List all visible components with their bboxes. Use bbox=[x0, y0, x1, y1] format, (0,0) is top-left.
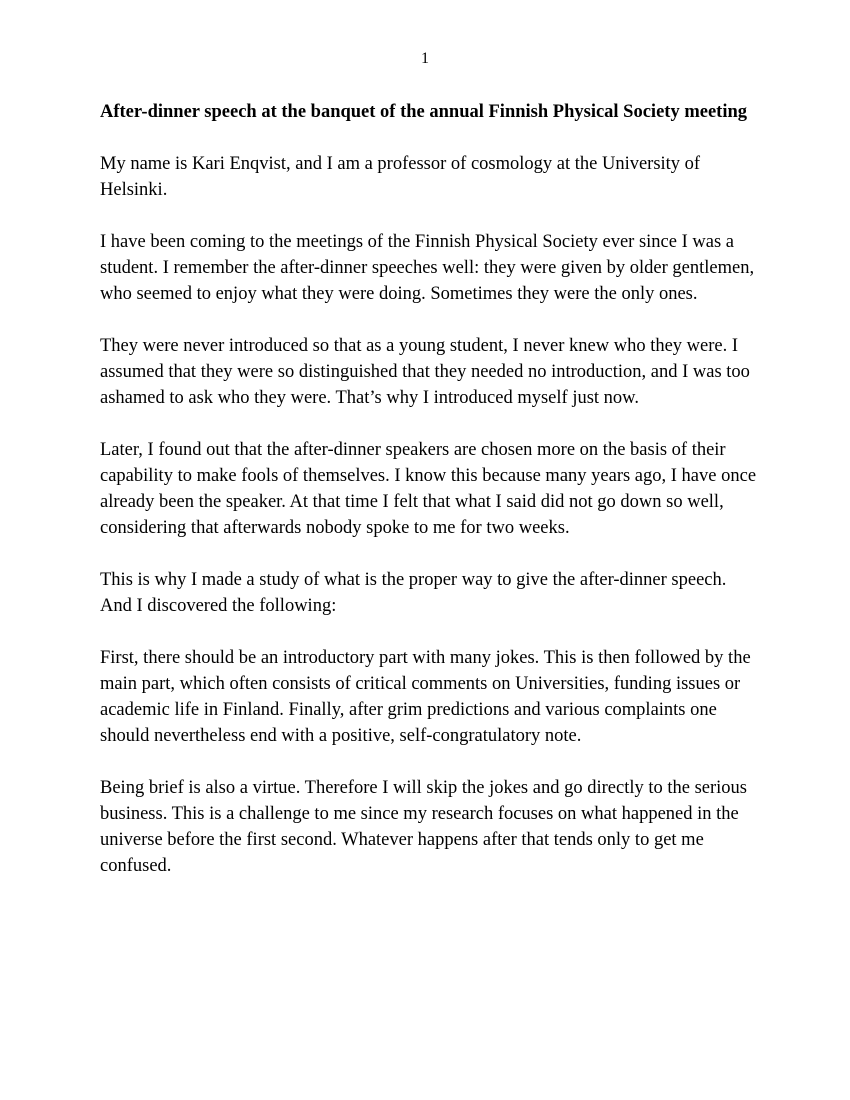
paragraph-introduction: My name is Kari Enqvist, and I am a professor of cosmology at the University of Helsinki. bbox=[100, 154, 701, 200]
document-title: After-dinner speech at the banquet of the annual Finnish Physical Society meeting bbox=[100, 102, 747, 122]
paragraph-speakers-chosen: Later, I found out that the after-dinner speakers are chosen more on the basis of their capability to make fools of themselves. I know this because many years ago, I have once already been the speaker. At that time I felt that what I said did not go down so well, considering that afterwards nobody spoke to me for two weeks. bbox=[100, 440, 757, 538]
paragraph-never-introduced: They were never introduced so that as a young student, I never knew who they were. I assumed that they were so distinguished that they needed no introduction, and I was too ashamed to ask who they were. That’s why I introduced myself just now. bbox=[100, 336, 750, 408]
paragraph-brevity: Being brief is also a virtue. Therefore I will skip the jokes and go directly to the serious business. This is a challenge to me since my research focuses on what happened in the universe before the first second. Whatever happens after that tends only to get me confused. bbox=[100, 778, 747, 876]
paragraph-study: This is why I made a study of what is the proper way to give the after-dinner speech. And I discovered the following: bbox=[100, 570, 727, 616]
page-number: 1 bbox=[421, 50, 429, 67]
document-body bbox=[100, 99, 760, 905]
paragraph-meetings: I have been coming to the meetings of the Finnish Physical Society ever since I was a student. I remember the after-dinner speeches well: they were given by older gentlemen, who seemed to enjoy what they were doing. Sometimes they were the only ones. bbox=[100, 232, 755, 304]
paragraph-structure: First, there should be an introductory part with many jokes. This is then followed by the main part, which often consists of critical comments on Universities, funding issues or academic life in Finland. Finally, after grim predictions and various complaints one should nevertheless end with a positive, self-congratulatory note. bbox=[100, 648, 751, 746]
